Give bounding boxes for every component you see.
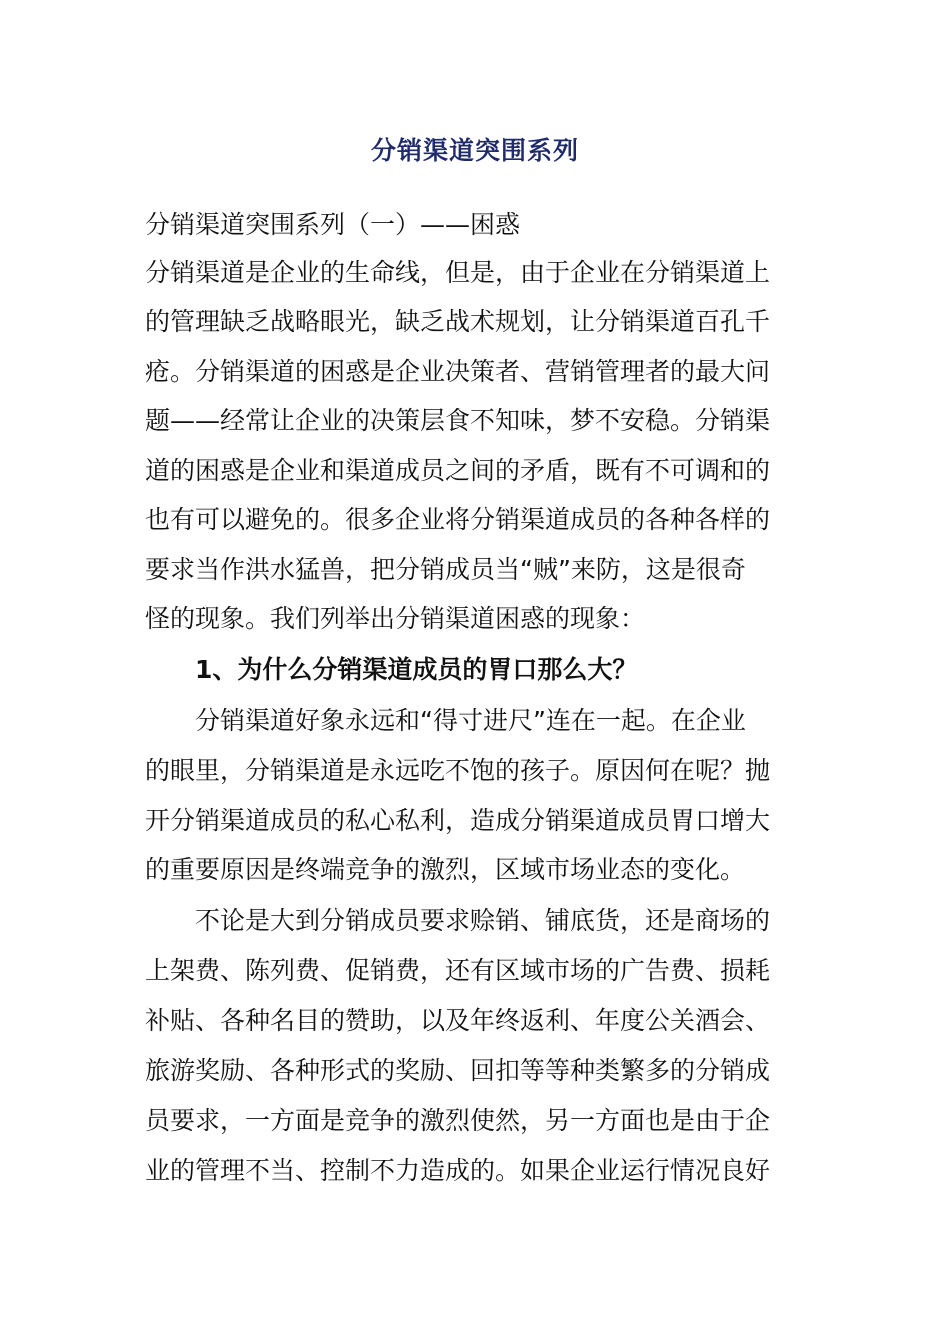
intro-line: 疮。分销渠道的困惑是企业决策者、营销管理者的最大问: [145, 357, 771, 386]
intro-line: 题——经常让企业的决策层食不知味，梦不安稳。分销渠: [145, 406, 771, 435]
intro-line: 怪的现象。我们列举出分销渠道困惑的现象：: [145, 604, 646, 633]
intro-line: 要求当作洪水猛兽，把分销成员当“贼”来防，这是很奇: [145, 555, 746, 584]
paragraph-line: 员要求，一方面是竞争的激烈使然，另一方面也是由于企: [145, 1106, 771, 1135]
paragraph-line: 开分销渠道成员的私心私利，造成分销渠道成员胃口增大: [145, 806, 771, 835]
paragraph-line: 补贴、各种名目的赞助，以及年终返利、年度公关酒会、: [145, 1006, 771, 1035]
intro-line: 也有可以避免的。很多企业将分销渠道成员的各种各样的: [145, 505, 771, 534]
document-title: 分销渠道突围系列: [370, 136, 579, 165]
paragraph-line: 的重要原因是终端竞争的激烈，区域市场业态的变化。: [145, 855, 746, 884]
paragraph-line: 的眼里，分销渠道是永远吃不饱的孩子。原因何在呢？抛: [145, 756, 771, 785]
intro-line: 道的困惑是企业和渠道成员之间的矛盾，既有不可调和的: [145, 456, 771, 485]
paragraph-line: 业的管理不当、控制不力造成的。如果企业运行情况良好: [145, 1156, 771, 1185]
intro-line: 分销渠道是企业的生命线，但是，由于企业在分销渠道上: [145, 258, 771, 287]
question-heading: 1、为什么分销渠道成员的胃口那么大？: [195, 655, 638, 684]
section-heading: 分销渠道突围系列（一）——困惑: [145, 210, 521, 239]
intro-line: 的管理缺乏战略眼光，缺乏战术规划，让分销渠道百孔千: [145, 307, 771, 336]
paragraph-line: 旅游奖励、各种形式的奖励、回扣等等种类繁多的分销成: [145, 1056, 771, 1085]
paragraph-line: 不论是大到分销成员要求赊销、铺底货，还是商场的: [195, 906, 771, 935]
paragraph-line: 分销渠道好象永远和“得寸进尺”连在一起。在企业: [195, 706, 746, 735]
paragraph-line: 上架费、陈列费、促销费，还有区域市场的广告费、损耗: [145, 956, 771, 985]
